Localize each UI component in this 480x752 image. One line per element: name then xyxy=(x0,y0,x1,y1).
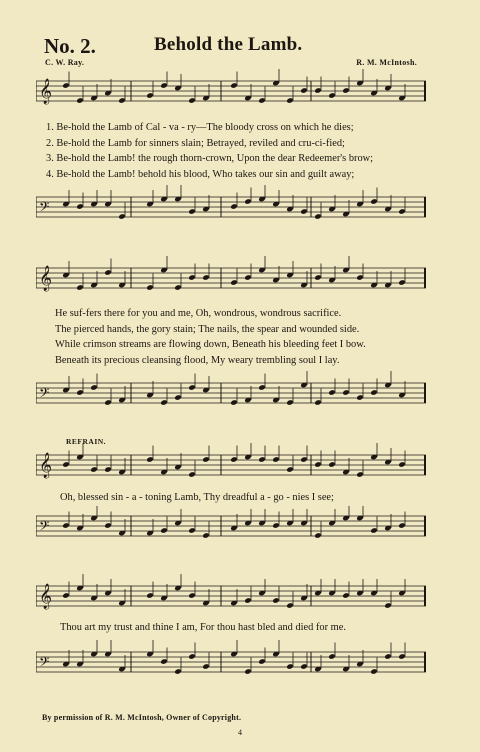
svg-text:𝄞: 𝄞 xyxy=(39,266,53,291)
svg-text:𝄞: 𝄞 xyxy=(39,584,53,609)
lyric-line: Oh, blessed sin - a - toning Lamb, Thy dreadful a - go - nies I see; xyxy=(60,492,334,503)
bass-staff xyxy=(36,368,426,418)
svg-text:𝄞: 𝄞 xyxy=(39,79,53,104)
lyric-line: The pierced hands, the gory stain; The nails, the spear and wounded side. xyxy=(55,323,360,335)
music-system-3 xyxy=(36,440,426,546)
lyric-line: 3. Be-hold the Lamb! the rough thorn-crown, Upon the dear Redeemer's brow; xyxy=(46,153,374,165)
treble-staff xyxy=(36,250,426,306)
svg-text:𝄢: 𝄢 xyxy=(39,385,50,405)
lyric-line: While crimson streams are flowing down, Beneath his bleeding feet I bow. xyxy=(55,339,366,351)
verse-lyrics-2 xyxy=(36,306,426,368)
composer-credit: C. W. Ray. xyxy=(45,58,85,67)
bass-staff xyxy=(36,636,426,688)
hymn-number: No. 2. xyxy=(44,34,96,58)
lyric-line: 2. Be-hold the Lamb for sinners slain; Betrayed, reviled and cru-ci-fied; xyxy=(46,137,345,149)
copyright-note: By permission of R. M. McIntosh, Owner of Copyright. xyxy=(42,713,242,722)
svg-text:𝄞: 𝄞 xyxy=(39,453,53,478)
lyric-line: 4. Be-hold the Lamb! behold his blood, Who takes our sin and guilt away; xyxy=(46,168,355,180)
treble-staff xyxy=(36,440,426,490)
verse-lyrics-1 xyxy=(36,120,426,182)
page-number: 4 xyxy=(238,728,242,737)
treble-staff xyxy=(36,572,426,620)
treble-staff xyxy=(36,62,426,120)
bass-staff xyxy=(36,182,426,232)
svg-text:𝄢: 𝄢 xyxy=(39,653,50,673)
lyric-line: Beneath its precious cleansing flood, My weary trembling soul I lay. xyxy=(55,354,340,366)
bass-staff xyxy=(36,506,426,546)
music-system-1 xyxy=(36,62,426,232)
lyric-line: 1. Be-hold the Lamb of Cal - va - ry—The bloody cross on which he dies; xyxy=(46,122,354,133)
svg-text:𝄢: 𝄢 xyxy=(39,517,50,537)
hymn-title: Behold the Lamb. xyxy=(154,34,303,55)
svg-text:𝄢: 𝄢 xyxy=(39,199,50,219)
lyric-line: Thou art my trust and thine I am, For thou hast bled and died for me. xyxy=(60,622,346,633)
refrain-label: REFRAIN. xyxy=(66,437,107,446)
refrain-lyrics-2 xyxy=(36,620,426,636)
music-system-2 xyxy=(36,250,426,418)
author-credit: R. M. McIntosh. xyxy=(356,58,417,67)
music-system-4 xyxy=(36,572,426,688)
lyric-line: He suf-fers there for you and me, Oh, wondrous, wondrous sacrifice. xyxy=(55,308,342,319)
refrain-lyrics-1 xyxy=(36,490,426,506)
